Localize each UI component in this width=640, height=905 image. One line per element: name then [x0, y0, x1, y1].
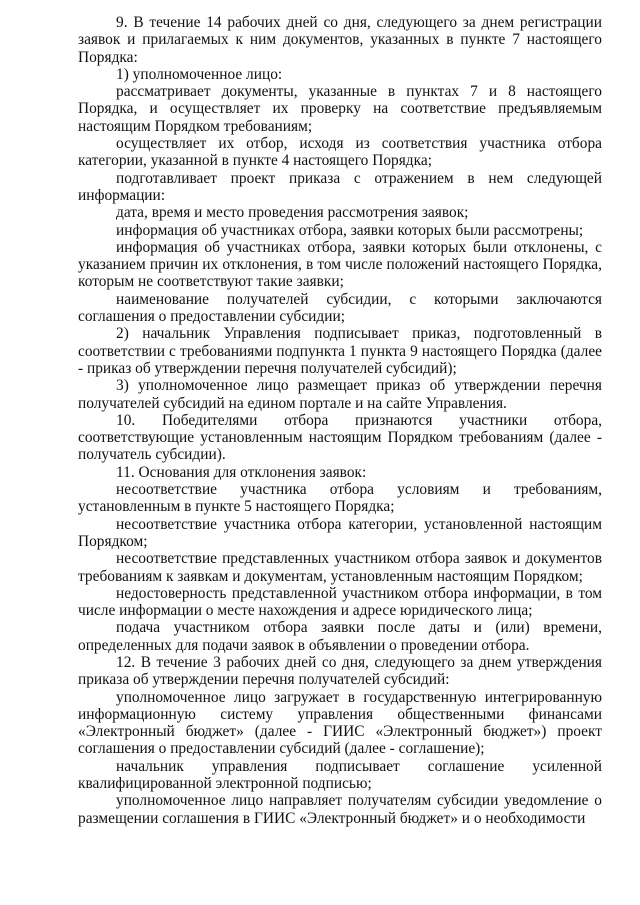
document-page — [78, 14, 602, 827]
paragraph: осуществляет их отбор, исходя из соответствия участника отбора категории, указанной в пункте 4 настоящего Порядка; — [78, 135, 602, 170]
paragraph-12-intro: 12. В течение 3 рабочих дней со дня, следующего за днем утверждения приказа об утверждении перечня получателей субсидий: — [78, 653, 602, 689]
paragraph: информация об участниках отбора, заявки которых были отклонены, с указанием причин их отклонения, в том числе положений настоящего Порядка, которым не соответствуют такие заявки; — [78, 238, 602, 291]
paragraph: рассматривает документы, указанные в пунктах 7 и 8 настоящего Порядка, и осуществляет их проверку на соответствие предъявляемым настоящим Порядком требованиям; — [78, 83, 602, 135]
paragraph: несоответствие участника отбора категории, установленной настоящим Порядком; — [78, 515, 602, 550]
paragraph: уполномоченное лицо загружает в государственную интегрированную информационную систему управления общественными финансами «Электронный бюджет» (далее - ГИИС «Электронный бюджет») проект соглашения о предоставлении субсидий (далее - соглашение); — [78, 688, 602, 758]
paragraph: недостоверность представленной участником отбора информации, в том числе информации о месте нахождения и адресе юридического лица; — [78, 584, 602, 620]
paragraph: несоответствие участника отбора условиям и требованиям, установленным в пункте 5 настоящего Порядка; — [78, 481, 602, 516]
paragraph-item-2: 2) начальник Управления подписывает приказ, подготовленный в соответствии с требованиями подпункта 1 пункта 9 настоящего Порядка (далее - приказ об утверждении перечня получателей субсидий); — [78, 325, 602, 377]
paragraph: информация об участниках отбора, заявки которых были рассмотрены; — [116, 221, 584, 239]
paragraph: подача участником отбора заявки после даты и (или) времени, определенных для подачи заявок в объявлении о проведении отбора. — [78, 619, 602, 654]
paragraph-10: 10. Победителями отбора признаются участники отбора, соответствующие установленным настоящим Порядком требованиям (далее - получатель субсидии). — [78, 411, 602, 464]
paragraph: наименование получателей субсидии, с которыми заключаются соглашения о предоставлении субсидии; — [78, 290, 602, 326]
paragraph: дата, время и место проведения рассмотрения заявок; — [116, 204, 469, 222]
paragraph: начальник управления подписывает соглашение усиленной квалифицированной электронной подписью; — [78, 757, 602, 793]
paragraph: подготавливает проект приказа с отражением в нем следующей информации: — [78, 169, 602, 204]
paragraph-item-1: 1) уполномоченное лицо: — [116, 65, 283, 83]
paragraph-item-3: 3) уполномоченное лицо размещает приказ об утверждении перечня получателей субсидий на едином портале и на сайте Управления. — [78, 377, 602, 412]
paragraph: уполномоченное лицо направляет получателям субсидии уведомление о размещении соглашения в ГИИС «Электронный бюджет» и о необходимости — [78, 792, 602, 827]
paragraph: несоответствие представленных участником отбора заявок и документов требованиям к заявкам и документам, установленным настоящим Порядком; — [78, 550, 602, 585]
paragraph-11-intro: 11. Основания для отклонения заявок: — [116, 463, 367, 481]
paragraph-9-intro: 9. В течение 14 рабочих дней со дня, следующего за днем регистрации заявок и прилагаемых к ним документов, указанных в пункте 7 настоящего Порядка: — [78, 14, 602, 66]
